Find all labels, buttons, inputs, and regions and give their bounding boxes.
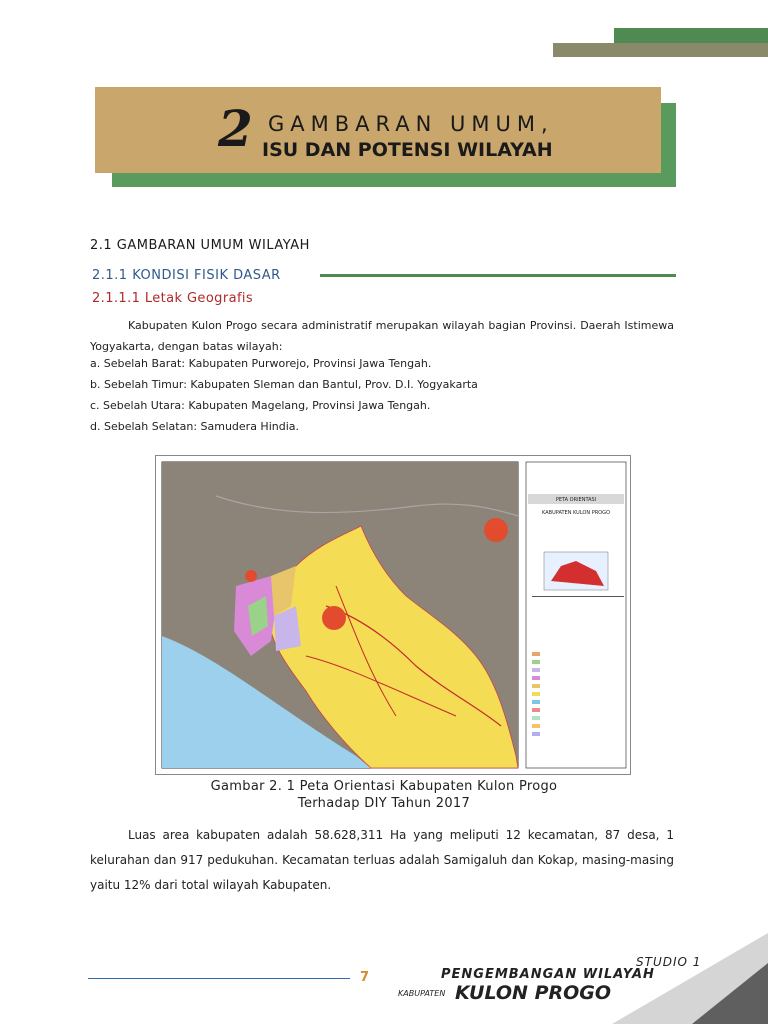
area-paragraph: Luas area kabupaten adalah 58.628,311 Ha yang meliputi 12 kecamatan, 87 desa, 1 kelurahan dan 917 pedukuhan. Kecamatan terluas adalah Samigaluh dan Kokap, masing-masing yaitu 12% dari total wilayah Kabupaten. [90, 828, 674, 892]
page-number: 7 [360, 970, 370, 985]
header-decoration-green [614, 28, 768, 44]
boundary-south: d. Sebelah Selatan: Samudera Hindia. [90, 420, 300, 433]
figure-caption-line2: Terhadap DIY Tahun 2017 [297, 796, 471, 811]
legend-header: PETA ORIENTASI [555, 497, 597, 503]
orientation-map-figure [155, 455, 631, 775]
legend-swatch [532, 732, 540, 736]
city-marker [322, 606, 346, 630]
legend-swatch [532, 724, 540, 728]
legend-swatch [532, 684, 540, 688]
legend-swatch [532, 676, 540, 680]
legend-swatch [532, 652, 540, 656]
legend-divider [532, 596, 624, 597]
orientation-map [156, 456, 630, 774]
header-decoration-gray [553, 43, 768, 57]
legend-swatch [532, 700, 540, 704]
footer-course: PENGEMBANGAN WILAYAH [441, 967, 655, 982]
footer-kabupaten-name: KULON PROGO [455, 982, 612, 1004]
footer-kabupaten-label: KABUPATEN [398, 989, 446, 998]
map-legend-panel [526, 462, 626, 768]
city-marker [484, 518, 508, 542]
footer-rule [88, 978, 350, 979]
subsection-rule [320, 274, 676, 277]
intro-paragraph: Kabupaten Kulon Progo secara administratif merupakan wilayah bagian Provinsi. Daerah Istimewa Yogyakarta, dengan batas wilayah: [90, 319, 674, 353]
chapter-number: 2 [218, 99, 253, 158]
legend-swatch [532, 668, 540, 672]
legend-swatch [532, 692, 540, 696]
chapter-title-line1: GAMBARAN UMUM, [268, 112, 554, 136]
boundary-east: b. Sebelah Timur: Kabupaten Sleman dan Bantul, Prov. D.I. Yogyakarta [90, 378, 478, 391]
legend-swatch [532, 708, 540, 712]
legend-swatch [532, 660, 540, 664]
legend-swatch [532, 716, 540, 720]
legend-title: KABUPATEN KULON PROGO [542, 510, 610, 516]
chapter-title-line2: ISU DAN POTENSI WILAYAH [262, 139, 553, 161]
subsubsection-heading: 2.1.1.1 Letak Geografis [92, 291, 254, 306]
boundary-west: a. Sebelah Barat: Kabupaten Purworejo, Provinsi Jawa Tengah. [90, 357, 432, 370]
section-heading: 2.1 GAMBARAN UMUM WILAYAH [90, 238, 310, 253]
figure-caption-line1: Gambar 2. 1 Peta Orientasi Kabupaten Kulon Progo [210, 779, 558, 794]
footer-studio: STUDIO 1 [636, 955, 702, 969]
boundary-north: c. Sebelah Utara: Kabupaten Magelang, Provinsi Jawa Tengah. [90, 399, 431, 412]
city-marker [245, 570, 257, 582]
subsection-heading: 2.1.1 KONDISI FISIK DASAR [92, 268, 281, 283]
